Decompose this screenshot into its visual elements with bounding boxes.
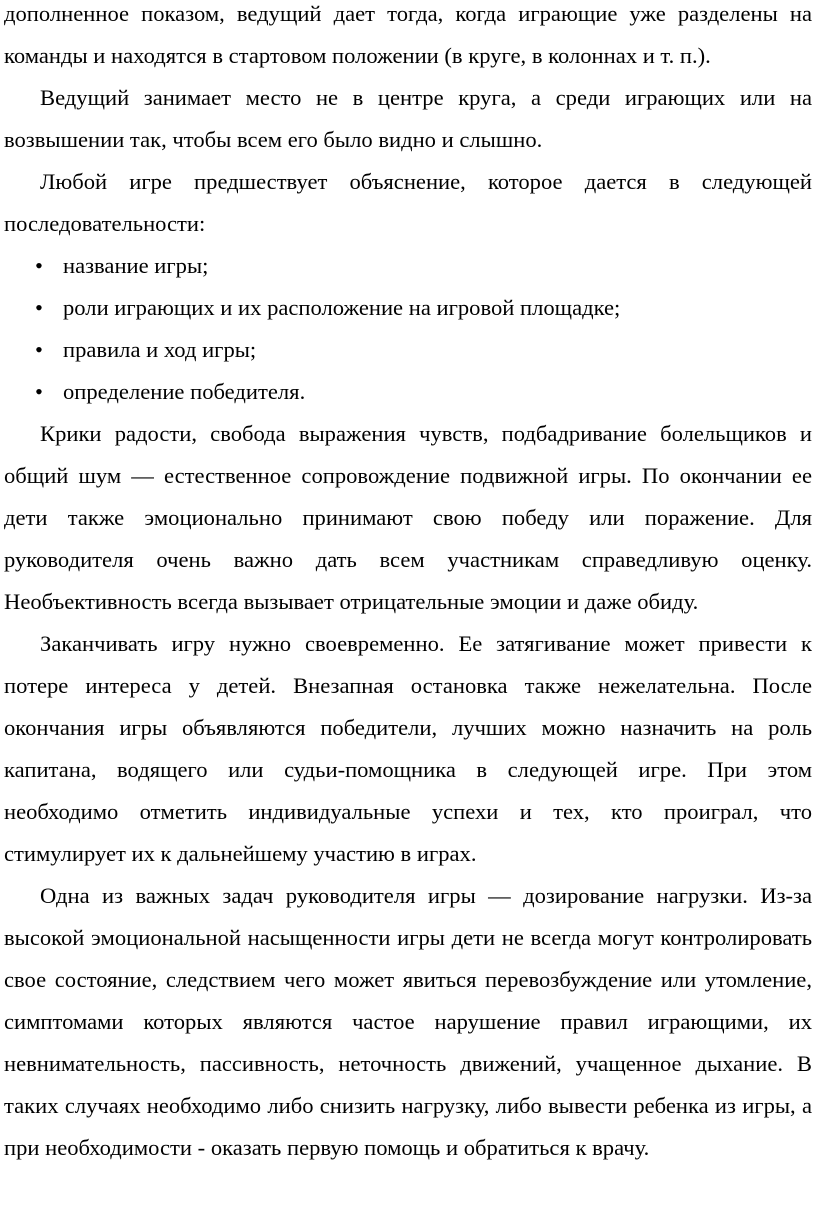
list-item [33, 287, 812, 329]
paragraph-load-dosage: Одна из важных задач руководителя игры — дозирование нагрузки. Из-за высокой эмоциональной насыщенности игры дети не всегда могут контролировать свое состояние, следствием чего может явиться перевозбуждение или утомление, симптомами которых являются частое нарушение правил играющими, их невнимательность, пассивность, неточность движений, учащенное дыхание. В таких случаях необходимо либо снизить нагрузку, либо вывести ребенка из игры, а при необходимости - оказать первую помощь и обратиться к врачу. [4, 883, 812, 1160]
bullet-icon: • [35, 295, 43, 320]
list-item [33, 245, 812, 287]
list-item-text: определение победителя. [63, 379, 306, 404]
bullet-icon: • [35, 379, 43, 404]
paragraph-emotions: Крики радости, свобода выражения чувств, подбадривание болельщиков и общий шум — естественное сопровождение подвижной игры. По окончании ее дети также эмоционально принимают свою победу или поражение. Для руководителя очень важно дать всем участникам справедливую оценку. Необъективность всегда вызывает отрицательные эмоции и даже обиду. [4, 421, 812, 614]
bullet-icon: • [35, 253, 43, 278]
list-item-text: название игры; [63, 253, 209, 278]
explanation-sequence-list [0, 245, 816, 413]
list-item-text: роли играющих и их расположение на игровой площадке; [63, 295, 621, 320]
bullet-icon: • [35, 337, 43, 362]
paragraph-ending-game: Заканчивать игру нужно своевременно. Ее затягивание может привести к потере интереса у детей. Внезапная остановка также нежелательна. После окончания игры объявляются победители, лучших можно назначить на роль капитана, водящего или судьи-помощника в следующей игре. При этом необходимо отметить индивидуальные успехи и тех, кто проиграл, что стимулирует их к дальнейшему участию в играх. [4, 631, 812, 866]
list-item [33, 371, 812, 413]
paragraph-explanation-intro: Любой игре предшествует объяснение, которое дается в следующей последовательности: [4, 169, 812, 236]
list-item-text: правила и ход игры; [63, 337, 257, 362]
paragraph-continuation: дополненное показом, ведущий дает тогда, когда играющие уже разделены на команды и находятся в стартовом положении (в круге, в колоннах и т. п.). [4, 1, 812, 68]
paragraph-leader-position: Ведущий занимает место не в центре круга, а среди играющих или на возвышении так, чтобы всем его было видно и слышно. [4, 85, 812, 152]
list-item [33, 329, 812, 371]
